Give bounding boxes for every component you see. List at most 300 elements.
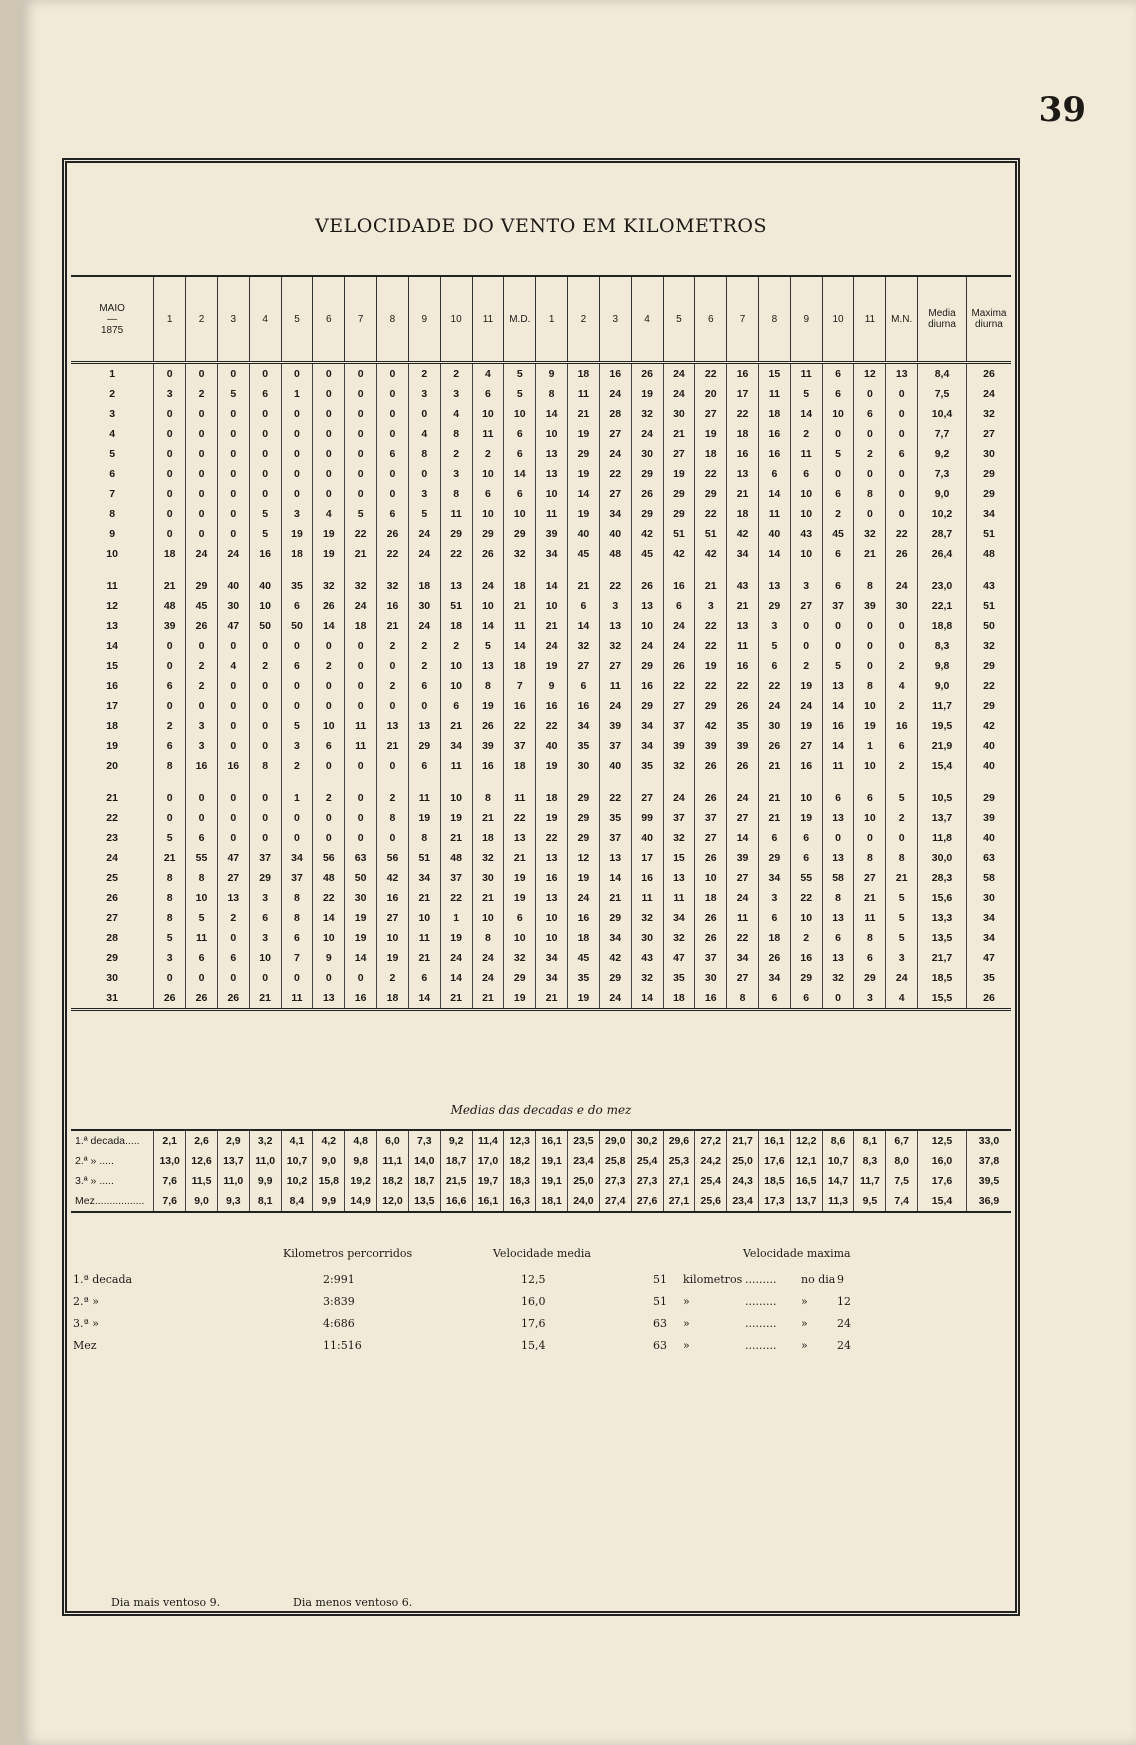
value-cell: 22 (758, 676, 790, 696)
value-cell: 0 (217, 636, 249, 656)
mean-cell: 15,4 (918, 1191, 967, 1212)
value-cell: 0 (313, 696, 345, 716)
value-cell: 22 (536, 716, 568, 736)
hour-header: 6 (695, 276, 727, 363)
value-cell: 0 (217, 828, 249, 848)
table-row (71, 384, 1011, 404)
day-cell: 12 (106, 600, 118, 612)
media-header: Velocidade media (493, 1247, 591, 1260)
value-cell: 18 (345, 616, 377, 636)
mean-cell: 12,5 (918, 1130, 967, 1151)
value-cell: 24 (663, 384, 695, 404)
value-cell: 4 (217, 656, 249, 676)
mean-cell: 27,4 (599, 1191, 631, 1212)
value-cell: 18 (568, 928, 600, 948)
value-cell: 4 (886, 676, 918, 696)
value-cell: 2 (408, 636, 440, 656)
value-cell: 6 (568, 676, 600, 696)
value-cell: 2 (313, 656, 345, 676)
value-cell: 0 (154, 656, 186, 676)
value-cell: 39 (695, 736, 727, 756)
value-cell: 30 (966, 444, 1011, 464)
value-cell: 21 (377, 616, 409, 636)
value-cell: 0 (249, 636, 281, 656)
value-cell: 39 (727, 736, 759, 756)
media-value: 15,4 (521, 1339, 546, 1352)
value-cell: 11 (281, 988, 313, 1010)
value-cell: 0 (854, 424, 886, 444)
value-cell: 27 (966, 424, 1011, 444)
value-cell: 29 (504, 524, 536, 544)
value-cell: 37 (599, 736, 631, 756)
value-cell: 0 (186, 696, 218, 716)
value-cell: 0 (345, 484, 377, 504)
mean-cell: 18,7 (440, 1151, 472, 1171)
value-cell: 2 (472, 444, 504, 464)
mean-cell: 12,6 (186, 1151, 218, 1171)
value-cell: 15,4 (918, 756, 967, 776)
value-cell: 24 (536, 636, 568, 656)
value-cell: 51 (695, 524, 727, 544)
table-row (71, 656, 1011, 676)
day-cell: 4 (109, 428, 116, 440)
mean-cell: 16,5 (790, 1171, 822, 1191)
value-cell: 42 (695, 716, 727, 736)
value-cell: 39 (472, 736, 504, 756)
day-cell: 18 (106, 720, 118, 732)
max-header: Velocidade maxima (743, 1247, 851, 1260)
value-cell: 18 (758, 404, 790, 424)
value-cell: 3 (154, 948, 186, 968)
value-cell: 11 (790, 444, 822, 464)
value-cell: 11 (408, 928, 440, 948)
value-cell: 8 (727, 988, 759, 1010)
value-cell: 29 (472, 524, 504, 544)
value-cell: 22 (599, 788, 631, 808)
value-cell: 0 (249, 716, 281, 736)
value-cell: 6 (217, 948, 249, 968)
value-cell: 10 (504, 928, 536, 948)
mean-cell: 29,0 (599, 1130, 631, 1151)
day-cell: 1 (109, 368, 116, 380)
value-cell: 6 (790, 988, 822, 1010)
value-cell: 24 (758, 696, 790, 716)
value-cell: 6 (568, 596, 600, 616)
value-cell: 43 (727, 576, 759, 596)
table-row (71, 504, 1011, 524)
value-cell: 21 (472, 808, 504, 828)
value-cell: 7 (281, 948, 313, 968)
day-cell: 24 (106, 852, 118, 864)
day-cell: 7 (109, 488, 116, 500)
value-cell: 58 (822, 868, 854, 888)
value-cell: 8 (886, 848, 918, 868)
means-row (71, 1151, 1011, 1171)
value-cell: 10 (504, 504, 536, 524)
hour-header: 3 (217, 276, 249, 363)
separator: ......... (745, 1273, 777, 1286)
value-cell: 24 (186, 544, 218, 564)
value-cell: 10 (186, 888, 218, 908)
value-cell: 58 (966, 868, 1011, 888)
value-cell: 10 (313, 928, 345, 948)
value-cell: 40 (568, 524, 600, 544)
table-row (71, 696, 1011, 716)
value-cell: 21 (536, 616, 568, 636)
value-cell: 6 (154, 676, 186, 696)
value-cell: 30 (886, 596, 918, 616)
value-cell: 0 (154, 444, 186, 464)
value-cell: 11 (854, 908, 886, 928)
value-cell: 34 (727, 948, 759, 968)
value-cell: 47 (663, 948, 695, 968)
value-cell: 50 (281, 616, 313, 636)
value-cell: 26 (377, 524, 409, 544)
value-cell: 0 (249, 464, 281, 484)
value-cell: 22 (599, 576, 631, 596)
value-cell: 16 (186, 756, 218, 776)
summary-row (73, 1291, 1003, 1313)
value-cell: 3 (281, 504, 313, 524)
means-row (71, 1171, 1011, 1191)
mean-cell: 37,8 (966, 1151, 1011, 1171)
mean-cell: 17,0 (472, 1151, 504, 1171)
value-cell: 10 (472, 404, 504, 424)
value-cell: 6 (281, 656, 313, 676)
value-cell: 0 (249, 424, 281, 444)
value-cell: 26 (886, 544, 918, 564)
value-cell: 6 (822, 484, 854, 504)
value-cell: 22 (727, 928, 759, 948)
period-label: 3.ª » ..... (75, 1175, 114, 1187)
value-cell: 22 (313, 888, 345, 908)
value-cell: 14 (313, 616, 345, 636)
value-cell: 8 (472, 928, 504, 948)
value-cell: 6 (790, 828, 822, 848)
table-row (71, 576, 1011, 596)
value-cell: 2 (790, 928, 822, 948)
value-cell: 29 (599, 968, 631, 988)
value-cell: 26 (154, 988, 186, 1010)
value-cell: 10 (536, 596, 568, 616)
value-cell: 0 (345, 384, 377, 404)
value-cell: 0 (345, 363, 377, 385)
value-cell: 24 (663, 788, 695, 808)
value-cell: 40 (249, 576, 281, 596)
value-cell: 19,5 (918, 716, 967, 736)
value-cell: 32 (966, 636, 1011, 656)
value-cell: 3 (695, 596, 727, 616)
value-cell: 32 (663, 828, 695, 848)
value-cell: 24 (599, 696, 631, 716)
value-cell: 13 (631, 596, 663, 616)
value-cell: 13 (727, 616, 759, 636)
table-row (71, 928, 1011, 948)
hour-header: M.N. (886, 276, 918, 363)
value-cell: 5 (345, 504, 377, 524)
value-cell: 24 (631, 424, 663, 444)
value-cell: 5 (790, 384, 822, 404)
value-cell: 13 (599, 848, 631, 868)
mean-cell: 17,6 (758, 1151, 790, 1171)
table-row (71, 888, 1011, 908)
hour-header: 4 (249, 276, 281, 363)
value-cell: 13 (727, 464, 759, 484)
value-cell: 24 (966, 384, 1011, 404)
value-cell: 8 (154, 868, 186, 888)
value-cell: 21 (568, 576, 600, 596)
value-cell: 0 (281, 828, 313, 848)
value-cell: 8 (154, 908, 186, 928)
value-cell: 9,2 (918, 444, 967, 464)
value-cell: 6 (854, 948, 886, 968)
value-cell: 19 (504, 988, 536, 1010)
value-cell: 34 (440, 736, 472, 756)
most-windy-day: Dia mais ventoso 9. (111, 1596, 221, 1609)
mean-cell: 19,2 (345, 1171, 377, 1191)
table-row (71, 404, 1011, 424)
day-value: 12 (837, 1295, 851, 1308)
value-cell: 18 (727, 504, 759, 524)
value-cell: 7,7 (918, 424, 967, 444)
value-cell: 5 (504, 363, 536, 385)
value-cell: 27 (854, 868, 886, 888)
day-cell: 29 (106, 952, 118, 964)
mean-cell: 27,1 (663, 1171, 695, 1191)
value-cell: 0 (854, 616, 886, 636)
value-cell: 29 (966, 696, 1011, 716)
max-value: 63 (653, 1317, 667, 1330)
day-value: 24 (837, 1339, 851, 1352)
value-cell: 6 (472, 384, 504, 404)
value-cell: 6 (377, 504, 409, 524)
value-cell: 26 (631, 576, 663, 596)
value-cell: 29 (568, 788, 600, 808)
mean-cell: 13,5 (408, 1191, 440, 1212)
value-cell: 16 (249, 544, 281, 564)
value-cell: 19 (536, 808, 568, 828)
value-cell: 26 (186, 988, 218, 1010)
value-cell: 5 (886, 888, 918, 908)
day-cell: 8 (109, 508, 116, 520)
value-cell: 27 (695, 828, 727, 848)
value-cell: 0 (345, 444, 377, 464)
table-title: VELOCIDADE DO VENTO EM KILOMETROS (315, 215, 767, 237)
value-cell: 42 (377, 868, 409, 888)
mean-cell: 4,2 (313, 1130, 345, 1151)
value-cell: 0 (854, 464, 886, 484)
value-cell: 8 (472, 676, 504, 696)
value-cell: 0 (281, 444, 313, 464)
value-cell: 19 (440, 928, 472, 948)
value-cell: 6 (408, 676, 440, 696)
mean-cell: 7,6 (154, 1171, 186, 1191)
summary-row (73, 1335, 1003, 1357)
value-cell: 45 (568, 948, 600, 968)
value-cell: 27 (727, 968, 759, 988)
value-cell: 4 (313, 504, 345, 524)
value-cell: 15 (758, 363, 790, 385)
value-cell: 19 (504, 888, 536, 908)
separator: ......... (745, 1317, 777, 1330)
value-cell: 2 (154, 716, 186, 736)
km-value: 4:686 (323, 1317, 355, 1330)
value-cell: 5 (186, 908, 218, 928)
value-cell: 40 (966, 736, 1011, 756)
table-row (71, 908, 1011, 928)
value-cell: 19 (568, 504, 600, 524)
value-cell: 19 (854, 716, 886, 736)
value-cell: 0 (377, 404, 409, 424)
value-cell: 34 (966, 504, 1011, 524)
value-cell: 34 (568, 716, 600, 736)
value-cell: 1 (440, 908, 472, 928)
value-cell: 18 (695, 444, 727, 464)
value-cell: 18,5 (918, 968, 967, 988)
value-cell: 21 (472, 988, 504, 1010)
value-cell: 0 (217, 404, 249, 424)
mean-cell: 36,9 (966, 1191, 1011, 1212)
value-cell: 26,4 (918, 544, 967, 564)
value-cell: 10 (249, 948, 281, 968)
value-cell: 14 (822, 696, 854, 716)
value-cell: 32 (663, 756, 695, 776)
hour-header: 11 (854, 276, 886, 363)
km-header: Kilometros percorridos (283, 1247, 413, 1260)
value-cell: 45 (568, 544, 600, 564)
value-cell: 16 (631, 676, 663, 696)
value-cell: 6 (790, 464, 822, 484)
value-cell: 11 (663, 888, 695, 908)
mean-cell: 25,4 (631, 1151, 663, 1171)
mean-cell: 25,0 (727, 1151, 759, 1171)
value-cell: 18 (504, 756, 536, 776)
value-cell: 40 (599, 524, 631, 544)
day-cell: 26 (106, 892, 118, 904)
day-cell: 10 (106, 548, 118, 560)
value-cell: 0 (281, 484, 313, 504)
mean-cell: 18,1 (536, 1191, 568, 1212)
value-cell: 10 (440, 788, 472, 808)
value-cell: 32 (472, 848, 504, 868)
value-cell: 10,4 (918, 404, 967, 424)
value-cell: 21 (440, 716, 472, 736)
value-cell: 16 (536, 696, 568, 716)
mean-cell: 13,7 (217, 1151, 249, 1171)
mean-cell: 23,5 (568, 1130, 600, 1151)
value-cell: 16 (217, 756, 249, 776)
value-cell: 6 (790, 848, 822, 868)
value-cell: 2 (186, 384, 218, 404)
value-cell: 11,8 (918, 828, 967, 848)
value-cell: 42 (631, 524, 663, 544)
value-cell: 0 (313, 968, 345, 988)
value-cell: 22 (695, 363, 727, 385)
value-cell: 24 (663, 363, 695, 385)
value-cell: 8 (377, 808, 409, 828)
value-cell: 14 (599, 868, 631, 888)
mean-cell: 16,6 (440, 1191, 472, 1212)
value-cell: 5 (281, 716, 313, 736)
value-cell: 0 (154, 808, 186, 828)
value-cell: 22 (440, 888, 472, 908)
value-cell: 10 (377, 928, 409, 948)
day-cell: 14 (106, 640, 118, 652)
value-cell: 14 (440, 968, 472, 988)
summary-header (73, 1243, 1003, 1269)
value-cell: 0 (313, 384, 345, 404)
value-cell: 13 (536, 444, 568, 464)
value-cell: 8 (249, 756, 281, 776)
value-cell: 2 (377, 968, 409, 988)
value-cell: 8 (822, 888, 854, 908)
value-cell: 22 (966, 676, 1011, 696)
value-cell: 34 (599, 504, 631, 524)
value-cell: 34 (631, 716, 663, 736)
mean-cell: 9,2 (440, 1130, 472, 1151)
value-cell: 6 (504, 484, 536, 504)
value-cell: 29 (568, 444, 600, 464)
mean-cell: 14,0 (408, 1151, 440, 1171)
mean-cell: 25,8 (599, 1151, 631, 1171)
value-cell: 6 (822, 788, 854, 808)
mean-cell: 4,8 (345, 1130, 377, 1151)
value-cell: 22 (377, 544, 409, 564)
value-cell: 10 (249, 596, 281, 616)
mean-cell: 7,6 (154, 1191, 186, 1212)
mean-cell: 14,7 (822, 1171, 854, 1191)
value-cell: 35 (568, 736, 600, 756)
value-cell: 0 (408, 464, 440, 484)
value-cell: 28 (599, 404, 631, 424)
value-cell: 0 (854, 656, 886, 676)
value-cell: 47 (217, 848, 249, 868)
value-cell: 47 (966, 948, 1011, 968)
mean-cell: 11,5 (186, 1171, 218, 1191)
value-cell: 45 (631, 544, 663, 564)
table-row (71, 988, 1011, 1010)
table-row (71, 716, 1011, 736)
value-cell: 11 (440, 756, 472, 776)
value-cell: 16 (568, 696, 600, 716)
value-cell: 34 (599, 928, 631, 948)
value-cell: 7 (504, 676, 536, 696)
value-cell: 5 (249, 524, 281, 544)
value-cell: 0 (217, 484, 249, 504)
value-cell: 3 (408, 384, 440, 404)
value-cell: 0 (217, 504, 249, 524)
value-cell: 3 (758, 888, 790, 908)
value-cell: 0 (377, 384, 409, 404)
value-cell: 13 (536, 888, 568, 908)
value-cell: 3 (154, 384, 186, 404)
value-cell: 27 (599, 484, 631, 504)
value-cell: 2 (886, 756, 918, 776)
day-cell: 6 (109, 468, 116, 480)
period-label: Mez................. (75, 1195, 145, 1207)
value-cell: 6 (758, 988, 790, 1010)
value-cell: 22 (727, 676, 759, 696)
mean-cell: 18,7 (408, 1171, 440, 1191)
value-cell: 6 (408, 756, 440, 776)
value-cell: 9 (536, 363, 568, 385)
value-cell: 32 (504, 544, 536, 564)
value-cell: 39 (966, 808, 1011, 828)
value-cell: 30 (663, 404, 695, 424)
value-cell: 48 (966, 544, 1011, 564)
value-cell: 32 (854, 524, 886, 544)
day-cell: 23 (106, 832, 118, 844)
